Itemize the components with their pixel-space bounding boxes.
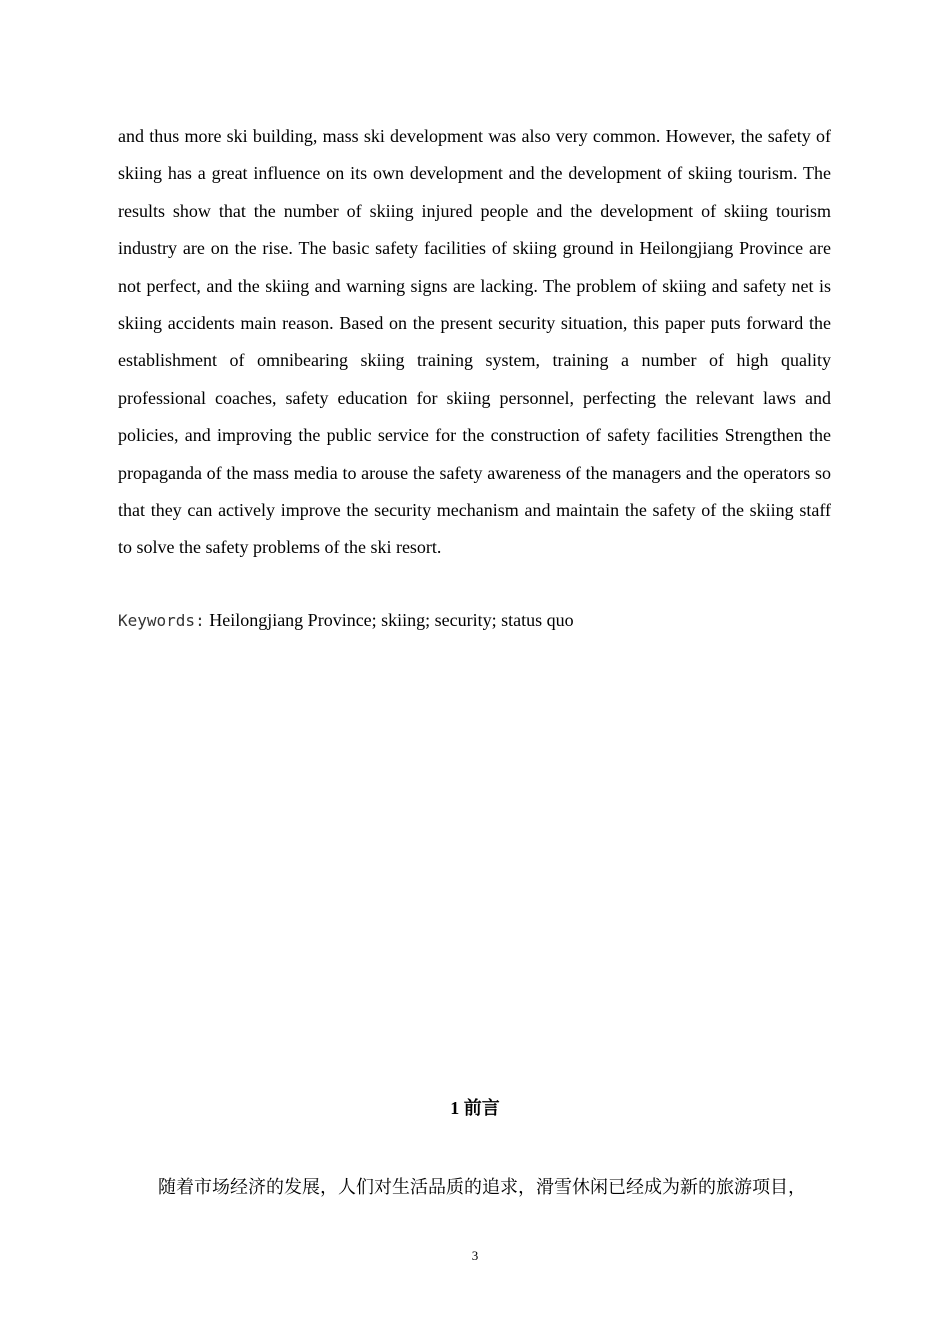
intro-paragraph: 随着市场经济的发展，人们对生活品质的追求，滑雪休闲已经成为新的旅游项目，	[158, 1177, 806, 1197]
page-number: 3	[471, 1248, 479, 1263]
keywords-line	[118, 604, 831, 637]
keywords-value: Heilongjiang Province; skiing; security; status quo	[209, 610, 574, 630]
section-heading: 1 前言	[450, 1098, 500, 1118]
keywords-label: Keywords:	[118, 611, 205, 630]
abstract-paragraph: and thus more ski building, mass ski development was also very common. However, the safety of skiing has a great influence on its own development and the development of skiing tourism. The results show that the number of skiing injured people and the development of skiing tourism industry are on the rise. The basic safety facilities of skiing ground in Heilongjiang Province are not perfect, and the skiing and warning signs are lacking. The problem of skiing and safety net is skiing accidents main reason. Based on the present security situation, this paper puts forward the establishment of omnibearing skiing training system, training a number of high quality professional coaches, safety education for skiing personnel, perfecting the relevant laws and policies, and improving the public service for the construction of safety facilities Strengthen the propaganda of the mass media to arouse the safety awareness of the managers and the operators so that they can actively improve the security mechanism and maintain the safety of the skiing staff to solve the safety problems of the ski resort.	[118, 126, 831, 558]
